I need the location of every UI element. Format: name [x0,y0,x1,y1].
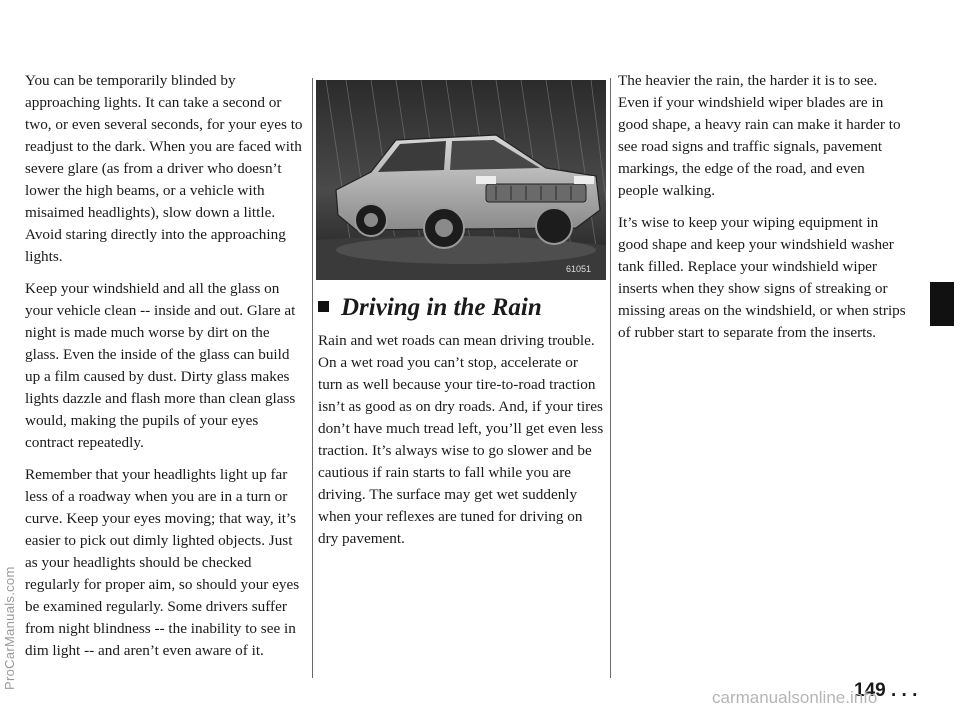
rain-car-illustration [316,80,606,280]
footer-watermark: carmanualsonline.info [712,688,878,707]
heading-bullet-icon [318,301,329,312]
text-column-middle [318,330,604,550]
section-tab-marker [930,282,954,326]
illustration-code: 61051 [566,264,592,274]
section-heading [318,294,608,322]
section-title: Driving in the Rain [341,294,542,321]
car-in-rain-image [316,80,606,280]
column-divider-left [312,78,313,678]
paragraph-rain-traction: Rain and wet roads can mean driving trouble. On a wet road you can’t stop, accelerate or turn as well because your tire-to-road traction isn’t as good as on dry roads. And, if your tires don’t have much tread left, you’ll get even less traction. It’s always wise to go slower and be cautious if rain starts to fall while you are driving. The surface may get wet suddenly when your reflexes are tuned for driving on dry pavement. [318,332,604,547]
paragraph-headlights-turn: Remember that your headlights light up far less of a roadway when you are in a turn or curve. Keep your eyes moving; that way, it’s easier to pick out dimly lighted objects. Just as your headlights should be checked regularly for proper aim, so should your eyes be examined regularly. Some drivers suffer from night blindness -- the inability to see in dim light -- and aren’t even aware of it. [25,466,300,659]
paragraph-heavy-rain: The heavier the rain, the harder it is to see. Even if your windshield wiper blades are in good shape, a heavy rain can make it harder to see road signs and traffic signals, pavement markings, the edge of the road, and even people walking. [618,72,901,199]
side-watermark: ProCarManuals.com [2,566,17,690]
column-divider-right [610,78,611,678]
paragraph-clean-glass: Keep your windshield and all the glass on your vehicle clean -- inside and out. Glare at night is made much worse by dirt on the glass. Even the inside of the glass can build up a film caused by dust. Dirty glass makes lights dazzle and flash more than clean glass would, making the pupils of your eyes contract repeatedly. [25,280,296,451]
page-number: 149 . . . [854,680,918,701]
text-column-right [618,70,908,354]
text-column-left [25,70,307,672]
paragraph-glare: You can be temporarily blinded by approaching lights. It can take a second or two, or even several seconds, for your eyes to readjust to the dark. When you are faced with severe glare (as from a driver who doesn’t lower the high beams, or a vehicle with misaimed headlights), slow down a little. Avoid staring directly into the approaching lights. [25,72,303,265]
paragraph-wiper-care: It’s wise to keep your wiping equipment in good shape and keep your windshield washer tank filled. Replace your windshield wiper inserts when they show signs of streaking or missing areas on the windshield, or when strips of rubber start to separate from the inserts. [618,214,906,341]
